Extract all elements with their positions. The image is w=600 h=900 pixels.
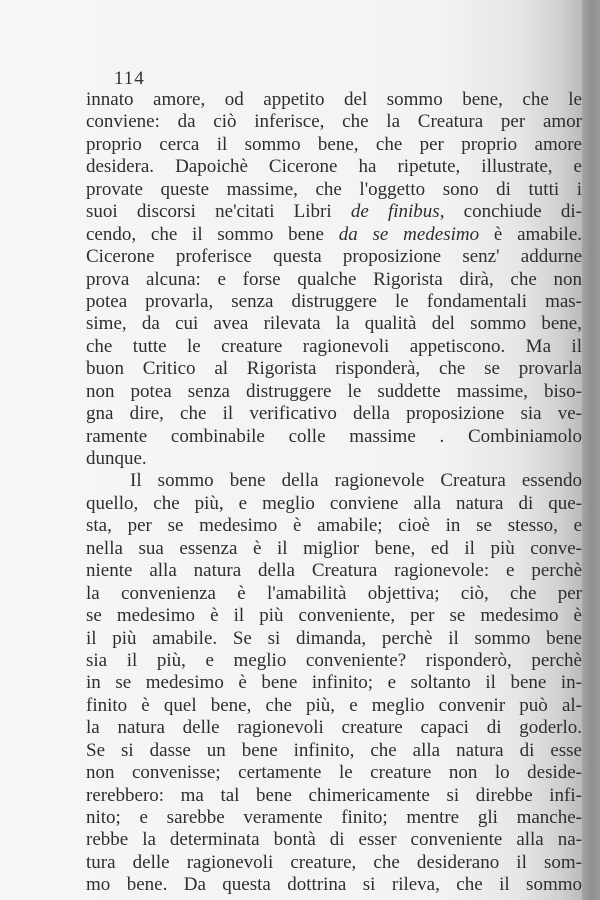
text-segment: cendo, che il sommo bene (86, 223, 339, 245)
text-line: il più amabile. Se si dimanda, perchè il sommo bene (86, 627, 582, 649)
text-line: gna dire, che il verificativo della proposizione sia ve- (86, 403, 582, 425)
text-line: quello, che più, e meglio conviene alla natura di que- (86, 492, 582, 514)
text-line: proprio cerca il sommo bene, che per proprio amore (86, 133, 582, 155)
text-line: innato amore, od appetito del sommo bene, che le (86, 89, 582, 110)
text-line: nito; e sarebbe veramente finito; mentre gli manche- (86, 807, 582, 828)
text-line: niente alla natura della Creatura ragionevole: e perchè (86, 560, 582, 582)
text-line: se medesimo è il più conveniente, per se medesimo è (86, 605, 582, 627)
text-line: potea provarla, senza distruggere le fondamentali mas- (86, 290, 582, 312)
text-line: prova alcuna: e forse qualche Rigorista dirà, che non (86, 268, 582, 290)
paragraph-start-line: Il sommo bene della ragionevole Creatura essendo (130, 470, 582, 492)
page-number: 114 (114, 68, 145, 89)
text-line: sime, da cui avea rilevata la qualità del sommo bene, (86, 313, 582, 335)
italic-title-de-finibus: de finibus (350, 201, 440, 223)
text-line: ramente combinabile colle massime . Combiniamolo (86, 425, 582, 447)
text-line: non potea senza distruggere le suddette massime, biso- (86, 380, 582, 402)
text-segment: suoi discorsi ne'citati Libri (86, 201, 351, 223)
text-line: rerebbero: ma tal bene chimericamente si direbbe infi- (86, 784, 582, 806)
text-line: sta, per se medesimo è amabile; cioè in se stesso, e (86, 515, 582, 537)
text-line: non convenisse; certamente le creature non lo deside- (86, 762, 582, 784)
text-segment: , conchiude di- (439, 201, 582, 223)
text-line: Se si dasse un bene infinito, che alla natura di esse (86, 739, 582, 761)
text-segment: è amabile. (479, 223, 582, 245)
italic-phrase: da se medesimo (338, 223, 480, 245)
text-line: la natura delle ragionevoli creature capaci di goderlo. (86, 717, 582, 739)
text-line: rebbe la determinata bontà di esser conveniente alla na- (86, 829, 582, 851)
text-line: buon Critico al Rigorista risponderà, che se provarla (86, 358, 582, 380)
text-line: dunque. (86, 448, 147, 469)
text-line: Cicerone proferisce questa proposizione senz' addurne (86, 246, 582, 268)
text-line: mo bene. Da questa dottrina si rileva, che il sommo (86, 874, 582, 896)
text-line: in se medesimo è bene infinito; e soltanto il bene in- (86, 672, 582, 694)
text-line: sia il più, e meglio conveniente? risponderò, perchè (86, 649, 582, 671)
text-line: finito è quel bene, che più, e meglio convenir può al- (86, 694, 582, 716)
text-line: che tutte le creature ragionevoli appetiscono. Ma il (86, 335, 582, 357)
text-line: desidera. Dapoichè Cicerone ha ripetute, illustrate, e (86, 156, 582, 178)
body-text (86, 89, 582, 897)
text-line (86, 201, 582, 223)
text-line: provate queste massime, che l'oggetto sono di tutti i (86, 178, 582, 200)
page-gutter-shadow (582, 0, 600, 900)
text-line: tura delle ragionevoli creature, che desiderano il som- (86, 851, 582, 873)
text-line: nella sua essenza è il miglior bene, ed il più conve- (86, 537, 582, 559)
text-line (86, 224, 582, 246)
text-line: conviene: da ciò inferisce, che la Creatura per amor (86, 111, 582, 133)
text-line: la convenienza è l'amabilità objettiva; ciò, che per (86, 582, 582, 604)
